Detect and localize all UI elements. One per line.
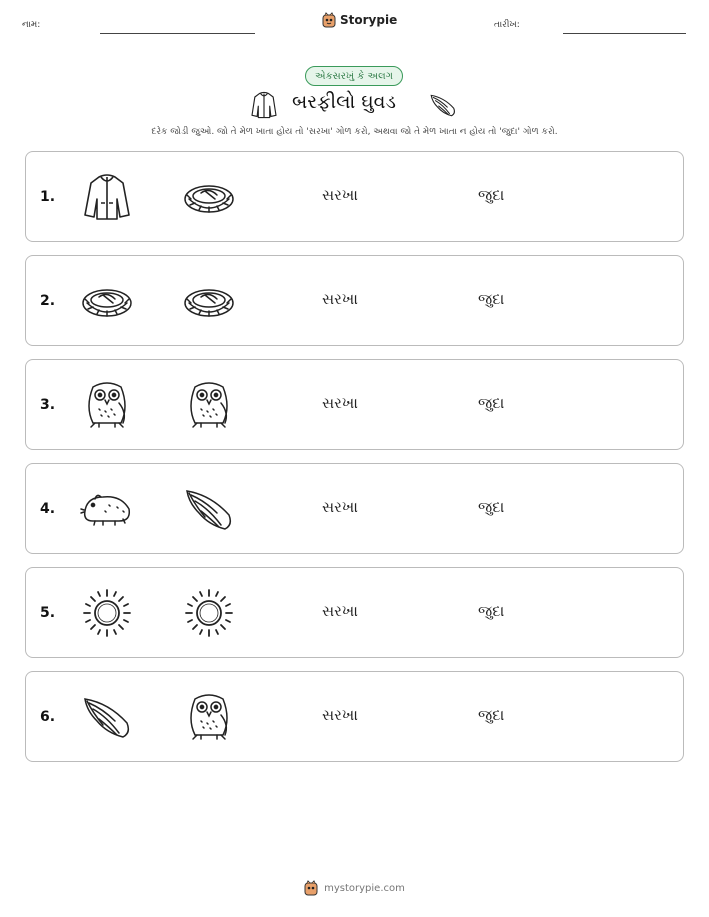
same-option[interactable]: સરખા (322, 394, 358, 412)
same-option[interactable]: સરખા (322, 498, 358, 516)
nest-icon (181, 273, 237, 329)
page-title: બરફીલો ઘુવડ (292, 91, 396, 113)
brand-logo (322, 12, 397, 28)
different-option[interactable]: જુદા (478, 186, 505, 204)
question-row (25, 359, 684, 450)
same-option[interactable]: સરખા (322, 602, 358, 620)
same-option[interactable]: સરખા (322, 290, 358, 308)
question-row (25, 671, 684, 762)
footer (0, 880, 709, 896)
sun-icon (181, 585, 237, 641)
date-label: તારીખ: (494, 20, 520, 30)
title-row (0, 88, 709, 122)
storypie-mascot-icon (304, 880, 318, 896)
same-option[interactable]: સરખા (322, 186, 358, 204)
question-number: 4. (40, 501, 56, 517)
question-row (25, 255, 684, 346)
question-number: 3. (40, 397, 56, 413)
question-number: 5. (40, 605, 56, 621)
footer-url[interactable]: mystorypie.com (324, 882, 405, 894)
instructions: દરેક જોડી જુઓ. જો તે મેળ ખાતા હોય તો 'સરખા' ગોળ કરો, અથવા જો તે મેળ ખાતા ન હોય તો 'જુદા' ગોળ કરો. (151, 127, 558, 137)
owl-icon (79, 377, 135, 433)
question-number: 6. (40, 709, 56, 725)
worksheet-type-badge: એકસરખું કે અલગ (305, 66, 403, 86)
different-option[interactable]: જુદા (478, 290, 505, 308)
different-option[interactable]: જુદા (478, 394, 505, 412)
question-row (25, 463, 684, 554)
wing-icon (79, 689, 135, 745)
question-number: 1. (40, 189, 56, 205)
name-label: નામ: (22, 20, 41, 30)
question-row (25, 567, 684, 658)
date-line[interactable] (563, 33, 686, 34)
different-option[interactable]: જુદા (478, 706, 505, 724)
owl-icon (181, 377, 237, 433)
different-option[interactable]: જુદા (478, 602, 505, 620)
owl-icon (181, 689, 237, 745)
nest-icon (181, 169, 237, 225)
lemming-icon (79, 481, 135, 537)
sun-icon (79, 585, 135, 641)
jacket-icon (79, 169, 135, 225)
storypie-mascot-icon (322, 12, 336, 28)
brand-name: Storypie (340, 13, 398, 27)
question-number: 2. (40, 293, 56, 309)
jacket-icon (248, 89, 280, 121)
nest-icon (79, 273, 135, 329)
wing-icon (428, 90, 458, 120)
question-row (25, 151, 684, 242)
name-line[interactable] (100, 33, 255, 34)
wing-icon (181, 481, 237, 537)
different-option[interactable]: જુદા (478, 498, 505, 516)
same-option[interactable]: સરખા (322, 706, 358, 724)
